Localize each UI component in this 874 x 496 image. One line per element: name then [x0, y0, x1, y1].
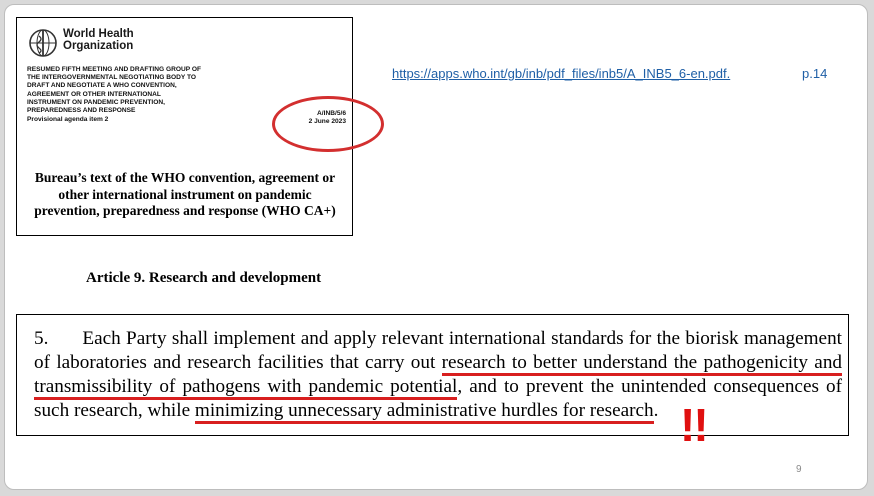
- article-heading: Article 9. Research and development: [86, 270, 322, 286]
- paragraph-number: 5.: [34, 328, 49, 349]
- underlined-phrase-1: research to better understand the pathogenicity and transmissibility of pathogens with pandemic potential: [34, 352, 842, 400]
- paragraph-box: [16, 314, 849, 436]
- text-part-3: .: [653, 400, 659, 421]
- text-part-1: Each Party shall implement and apply relevant international standards for the biorisk management of laboratories and research facilities that carry out: [34, 328, 842, 373]
- org-line-1: World Health: [63, 28, 134, 40]
- page-reference: p.14: [802, 66, 828, 81]
- who-org-name: [63, 28, 183, 52]
- exclamation-marks-annotation: !!: [680, 399, 707, 451]
- doc-id: A/INB/5/6: [317, 110, 346, 117]
- text-part-2: , and to prevent the unintended consequences of such research, while: [34, 376, 842, 421]
- red-circle-annotation: [272, 96, 384, 152]
- source-link[interactable]: https://apps.who.int/gb/inb/pdf_files/inb5/A_INB5_6-en.pdf.: [392, 66, 731, 81]
- agenda-item: Provisional agenda item 2: [27, 116, 109, 123]
- who-emblem-icon: [27, 27, 59, 59]
- slide-number: 9: [796, 464, 802, 475]
- paragraph-5: [34, 327, 842, 423]
- doc-date: 2 June 2023: [308, 118, 346, 126]
- underlined-phrase-2: minimizing unnecessary administrative hurdles for research: [195, 400, 654, 424]
- meeting-title: RESUMED FIFTH MEETING AND DRAFTING GROUP OF THE INTERGOVERNMENTAL NEGOTIATING BODY TO DRAFT AND NEGOTIATE A WHO CONVENTION, AGREEMENT OR OTHER INTERNATIONAL INSTRUMENT ON PANDEMIC PREVENTION, PREPAREDNESS AND RESPONSE: [27, 66, 201, 115]
- document-title: Bureau’s text of the WHO convention, agreement or other international instrument on pandemic prevention, preparedness and response (WHO CA+): [34, 170, 336, 218]
- org-line-2: Organization: [63, 40, 134, 52]
